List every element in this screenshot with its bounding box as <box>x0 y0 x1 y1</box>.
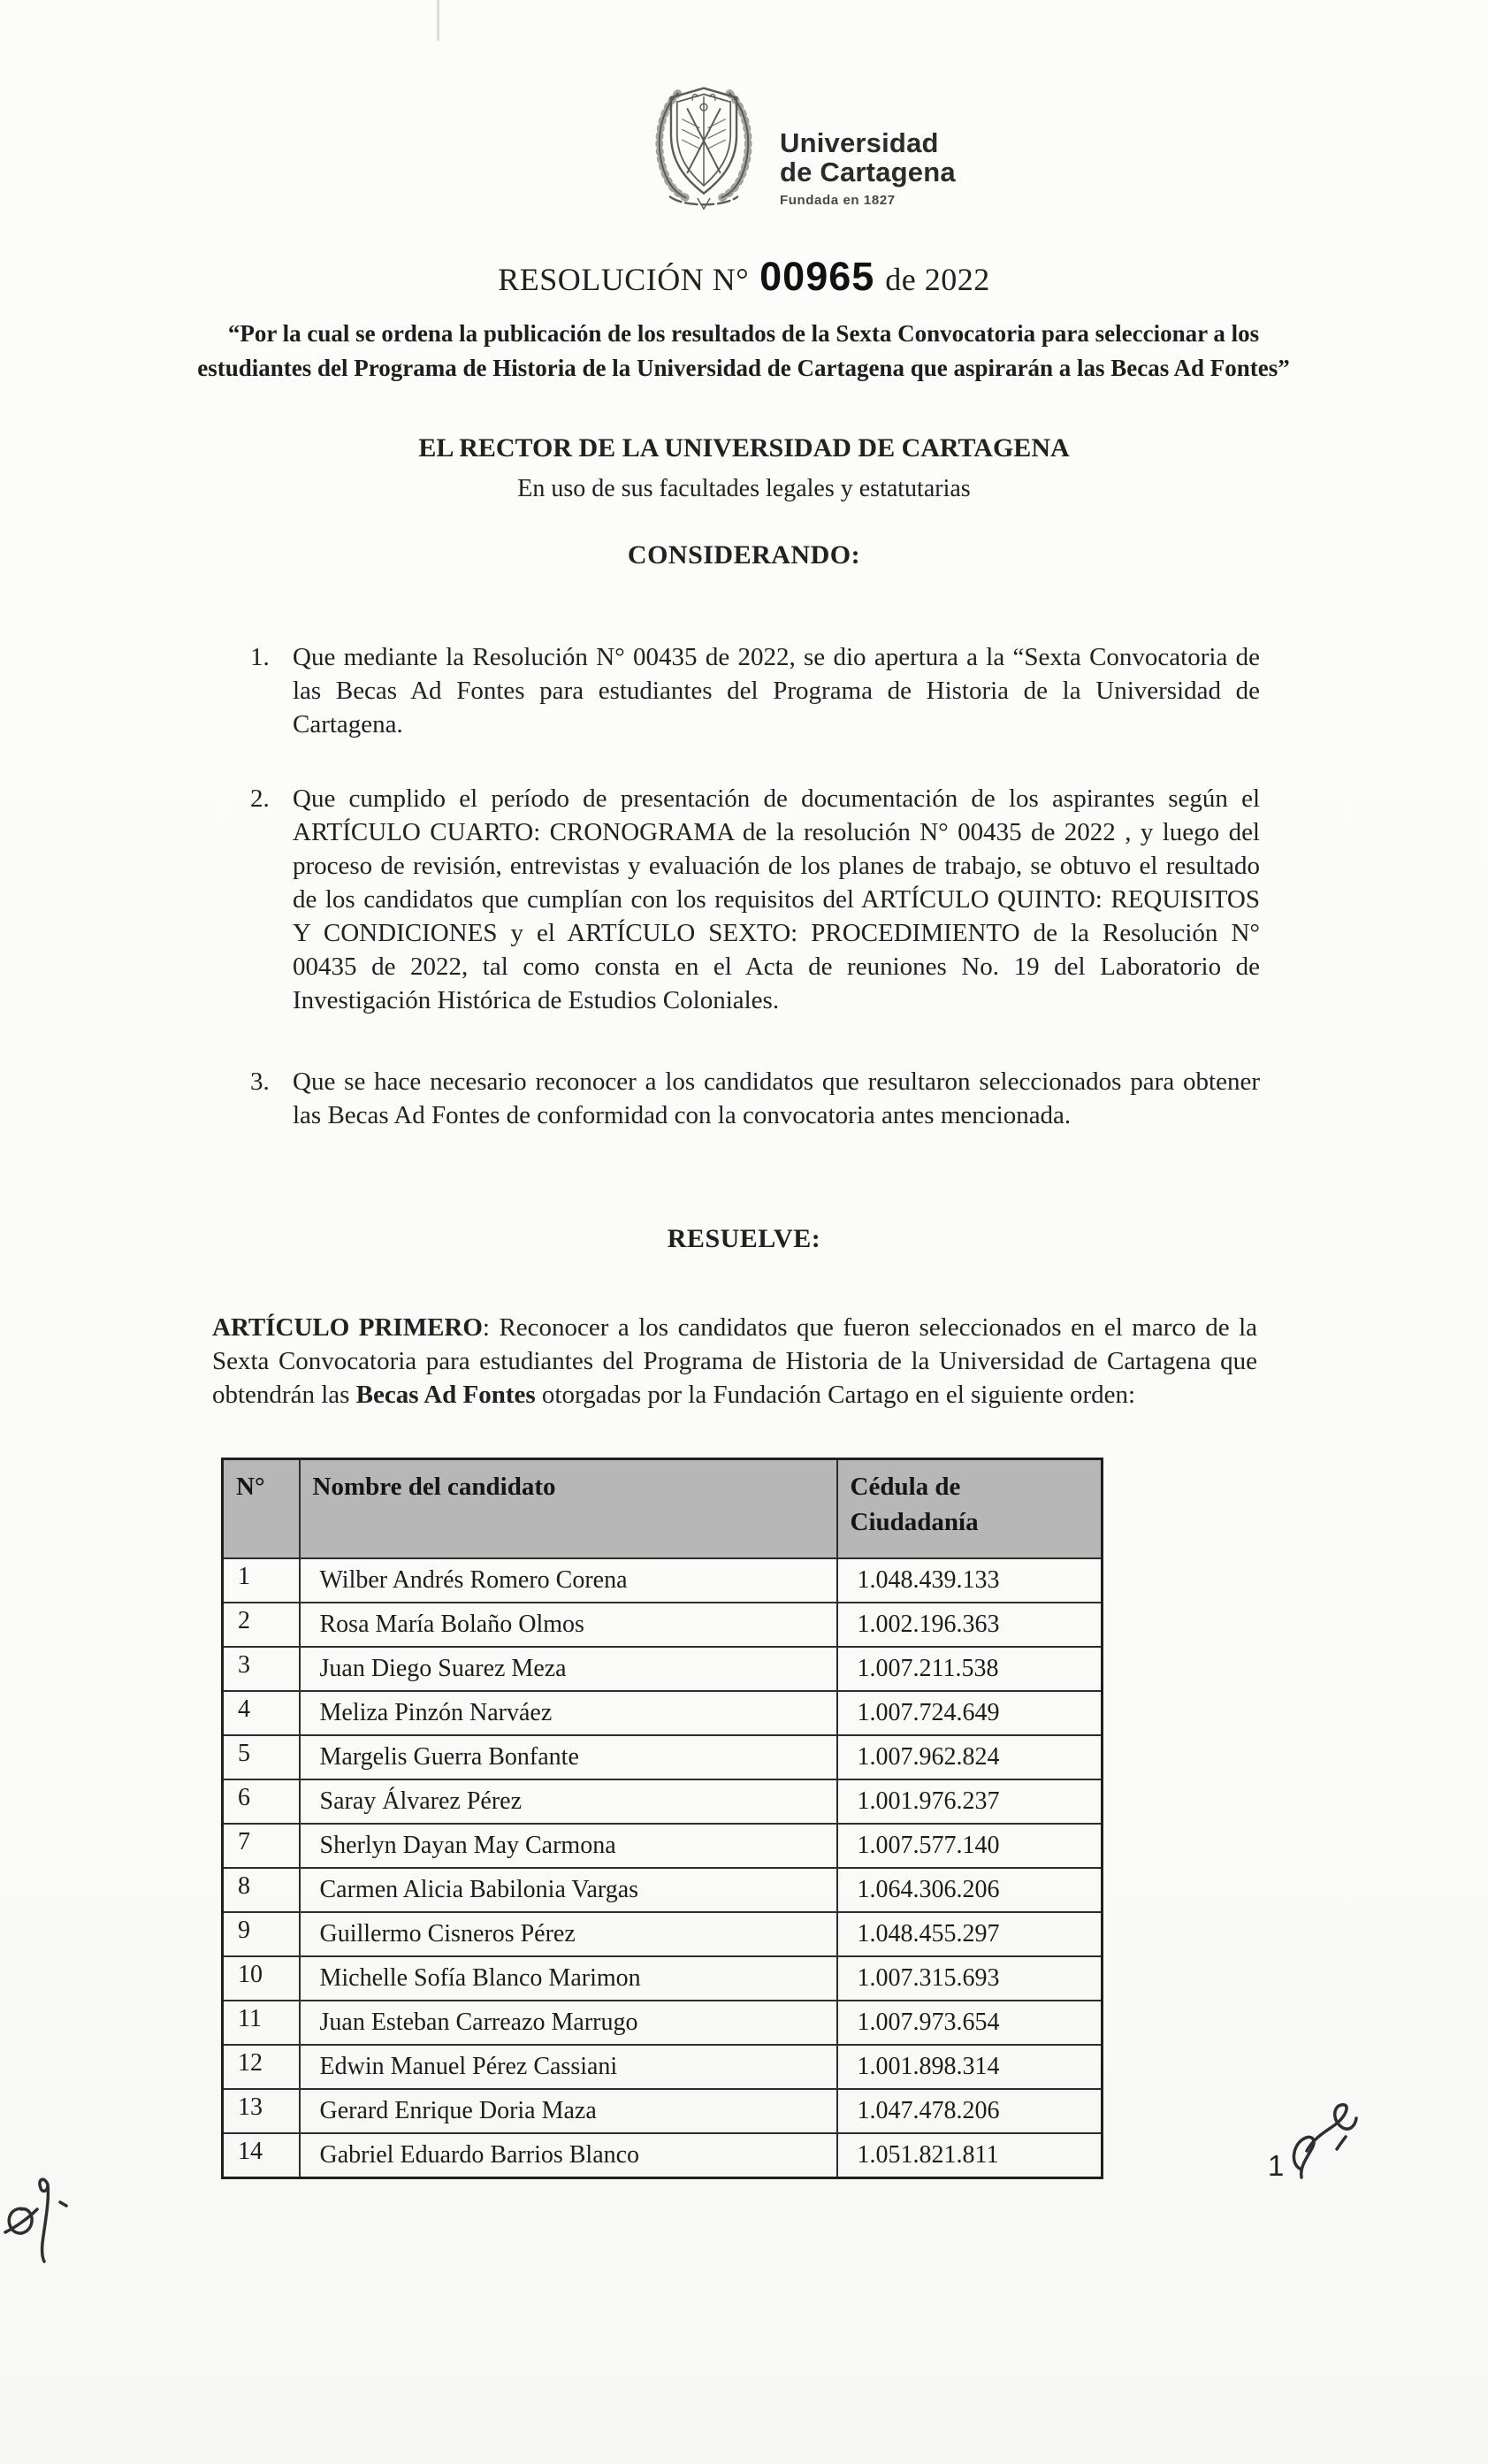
article-primero-label: ARTÍCULO PRIMERO <box>212 1313 483 1342</box>
resolution-subject: “Por la cual se ordena la publicación de los resultados de la Sexta Convocatoria para seleccionar a los estudiantes del Programa de Historia de la Universidad de Cartagena que aspirarán a las Becas Ad Fontes” <box>197 320 1290 381</box>
cell-id-number: 1.051.821.811 <box>837 2133 1103 2178</box>
table-row <box>223 1824 1103 1868</box>
cell-row-number: 10 <box>223 1956 300 2001</box>
issuing-authority: EL RECTOR DE LA UNIVERSIDAD DE CARTAGENA <box>418 433 1070 463</box>
table-row <box>223 2045 1103 2089</box>
table-row <box>223 1868 1103 1912</box>
cell-candidate-name: Gabriel Eduardo Barrios Blanco <box>300 2133 837 2178</box>
cell-row-number: 4 <box>223 1691 300 1735</box>
university-logo <box>638 78 956 216</box>
resolution-number: 00965 <box>759 254 875 299</box>
cell-row-number: 11 <box>223 2001 300 2045</box>
article-primero-bold: Becas Ad Fontes <box>355 1381 536 1409</box>
cell-id-number: 1.007.211.538 <box>837 1647 1103 1691</box>
candidates-table <box>221 1458 1103 2179</box>
resolves-heading: RESUELVE: <box>667 1224 821 1253</box>
cell-candidate-name: Juan Esteban Carreazo Marrugo <box>300 2001 837 2045</box>
handwritten-mark-icon <box>2 2172 83 2265</box>
cell-id-number: 1.048.455.297 <box>837 1912 1103 1956</box>
table-row <box>223 2133 1103 2178</box>
cell-row-number: 8 <box>223 1868 300 1912</box>
table-row <box>223 1779 1103 1824</box>
considering-item-number: 3. <box>250 1067 270 1096</box>
cell-candidate-name: Saray Álvarez Pérez <box>300 1779 837 1824</box>
resolution-title-suffix: de 2022 <box>885 262 990 297</box>
cell-row-number: 7 <box>223 1824 300 1868</box>
cell-id-number: 1.048.439.133 <box>837 1558 1103 1603</box>
table-row <box>223 1647 1103 1691</box>
cell-id-number: 1.047.478.206 <box>837 2089 1103 2133</box>
cell-id-number: 1.007.962.824 <box>837 1735 1103 1779</box>
cell-row-number: 1 <box>223 1558 300 1603</box>
table-row <box>223 2001 1103 2045</box>
cell-candidate-name: Wilber Andrés Romero Corena <box>300 1558 837 1603</box>
article-primero-lead: : Reconocer a los candidatos que fueron seleccionados en el marco de la Sexta Convocatoria para estudiantes del Programa de Historia de la Universidad de Cartagena que obtendrán las <box>212 1313 1258 1409</box>
considering-item-text: Que cumplido el período de presentación de documentación de los aspirantes según el ARTÍCULO CUARTO: CRONOGRAMA de la resolución N° 00435 de 2022 , y luego del proceso de revisión, entrevistas y evaluación de los planes de trabajo, se obtuvo el resultado de los candidatos que cumplían con los requisitos del ARTÍCULO QUINTO: REQUISITOS Y CONDICIONES y el ARTÍCULO SEXTO: PROCEDIMIENTO de la Resolución N° 00435 de 2022, tal como consta en el Acta de reuniones No. 19 del Laboratorio de Investigación Histórica de Estudios Coloniales. <box>293 784 1260 1014</box>
considering-item-text: Que se hace necesario reconocer a los candidatos que resultaron seleccionados para obtener las Becas Ad Fontes de conformidad con la convocatoria antes mencionada. <box>293 1067 1260 1129</box>
cell-candidate-name: Meliza Pinzón Narváez <box>300 1691 837 1735</box>
cell-candidate-name: Rosa María Bolaño Olmos <box>300 1603 837 1647</box>
considering-item <box>250 1065 1260 1132</box>
cell-id-number: 1.001.898.314 <box>837 2045 1103 2089</box>
cell-id-number: 1.064.306.206 <box>837 1868 1103 1912</box>
cell-id-number: 1.007.724.649 <box>837 1691 1103 1735</box>
header-id-card: Cédula de Ciudadanía <box>837 1459 1103 1559</box>
university-name-line2: de Cartagena <box>780 157 956 187</box>
cell-row-number: 14 <box>223 2133 300 2178</box>
university-tagline: Fundada en 1827 <box>780 193 896 209</box>
cell-candidate-name: Sherlyn Dayan May Carmona <box>300 1824 837 1868</box>
cell-id-number: 1.002.196.363 <box>837 1603 1103 1647</box>
scan-artifact-line <box>437 0 439 41</box>
considering-item-text: Que mediante la Resolución N° 00435 de 2022, se dio apertura a la “Sexta Convocatoria de las Becas Ad Fontes para estudiantes del Programa de Historia de la Universidad de Cartagena. <box>293 643 1260 738</box>
cell-row-number: 5 <box>223 1735 300 1779</box>
cell-id-number: 1.007.315.693 <box>837 1956 1103 2001</box>
university-crest-icon <box>638 78 769 216</box>
cell-row-number: 9 <box>223 1912 300 1956</box>
cell-row-number: 3 <box>223 1647 300 1691</box>
considering-item-number: 2. <box>250 784 270 813</box>
table-row <box>223 1912 1103 1956</box>
cell-row-number: 6 <box>223 1779 300 1824</box>
table-row <box>223 2089 1103 2133</box>
header-number: N° <box>223 1459 300 1559</box>
article-primero-paragraph <box>212 1311 1257 1412</box>
table-row <box>223 1735 1103 1779</box>
considering-item <box>250 782 1260 1017</box>
considering-item-number: 1. <box>250 643 270 671</box>
considering-heading: CONSIDERANDO: <box>627 540 861 570</box>
cell-candidate-name: Edwin Manuel Pérez Cassiani <box>300 2045 837 2089</box>
university-logo-text <box>780 128 956 209</box>
cell-id-number: 1.001.976.237 <box>837 1779 1103 1824</box>
table-row <box>223 1956 1103 2001</box>
header-candidate-name: Nombre del candidato <box>300 1459 837 1559</box>
cell-candidate-name: Guillermo Cisneros Pérez <box>300 1912 837 1956</box>
considering-list <box>250 640 1260 1173</box>
cell-candidate-name: Michelle Sofía Blanco Marimon <box>300 1956 837 2001</box>
cell-id-number: 1.007.577.140 <box>837 1824 1103 1868</box>
cell-candidate-name: Margelis Guerra Bonfante <box>300 1735 837 1779</box>
cell-row-number: 2 <box>223 1603 300 1647</box>
resolution-title <box>0 254 1488 300</box>
university-name-line1: Universidad <box>780 126 939 158</box>
handwritten-initials-icon <box>1280 2098 1369 2186</box>
cell-row-number: 13 <box>223 2089 300 2133</box>
table-row <box>223 1691 1103 1735</box>
candidates-table-body <box>223 1558 1103 2178</box>
cell-id-number: 1.007.973.654 <box>837 2001 1103 2045</box>
cell-candidate-name: Carmen Alicia Babilonia Vargas <box>300 1868 837 1912</box>
page-number: 1 <box>1268 2149 1285 2182</box>
considering-item <box>250 640 1260 741</box>
cell-candidate-name: Juan Diego Suarez Meza <box>300 1647 837 1691</box>
cell-row-number: 12 <box>223 2045 300 2089</box>
candidates-table-header-row <box>223 1459 1103 1559</box>
issuing-capacity: En uso de sus facultades legales y estatutarias <box>517 475 971 502</box>
cell-candidate-name: Gerard Enrique Doria Maza <box>300 2089 837 2133</box>
table-row <box>223 1558 1103 1603</box>
article-primero-tail: otorgadas por la Fundación Cartago en el siguiente orden: <box>535 1381 1136 1409</box>
table-row <box>223 1603 1103 1647</box>
resolution-title-prefix: RESOLUCIÓN N° <box>498 262 750 297</box>
